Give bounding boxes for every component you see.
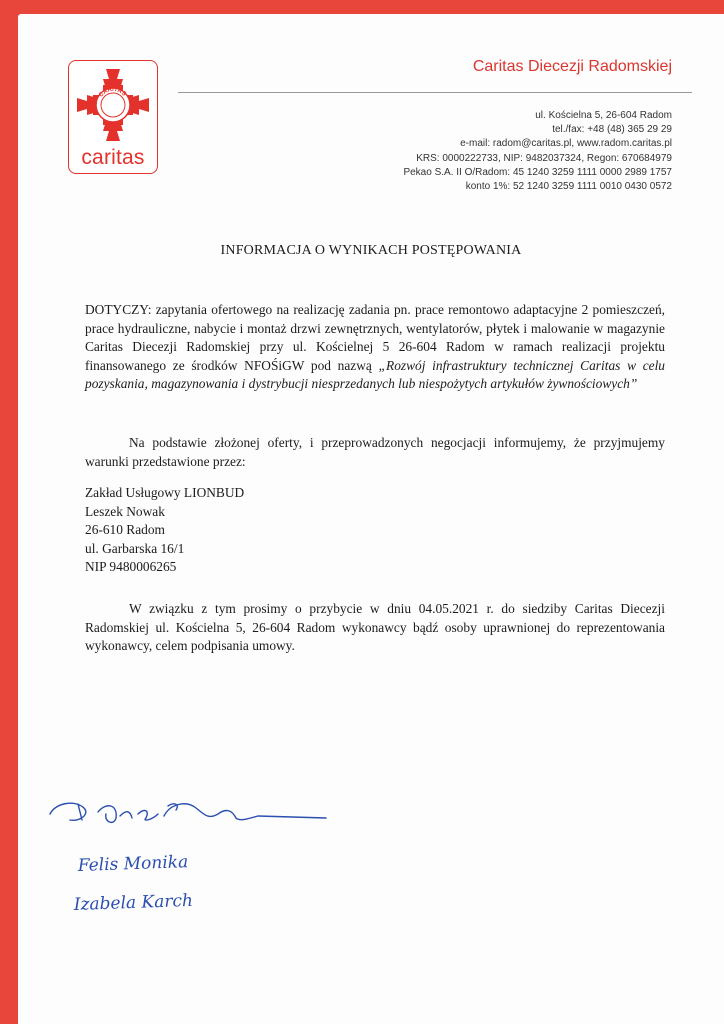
invitation-paragraph: W związku z tym prosimy o przybycie w dniu 04.05.2021 r. do siedziby Caritas Diecezji Radomskiej ul. Kościelna 5, 26-604 Radom wykonawcy bądź osoby uprawnionej do reprezentowania wykonawcy, celem podpisania umowy. [85,601,665,654]
contractor-street: ul. Garbarska 16/1 [85,540,185,556]
signature-name-1: Felis Monika [77,852,189,876]
logo-wordmark: caritas [81,146,145,169]
signature-scribble [50,803,326,822]
header-divider [178,92,692,93]
contractor-company: Zakład Usługowy LIONBUD [85,485,245,500]
document-title: INFORMACJA O WYNIKACH POSTĘPOWANIA [220,243,522,258]
contractor-nip: NIP 9480006265 [85,559,177,575]
contact-bank: Pekao S.A. II O/Radom: 45 1240 3259 1111 0000 2989 1757 [403,166,672,178]
contractor-address [85,484,244,577]
contact-address: ul. Kościelna 5, 26-604 Radom [535,110,672,121]
caritas-cross-icon [73,65,153,145]
contact-phone: tel./fax: +48 (48) 365 29 29 [552,124,672,136]
caritas-logo [68,60,158,174]
contact-block [403,109,672,194]
handwritten-signatures [18,774,724,934]
contact-account: konto 1%: 52 1240 3259 1111 0010 0430 0572 [465,181,672,193]
project-name: „Rozwój infrastruktury technicznej Caritas w celu pozyskania, magazynowania i dystrybucji niesprzedanych lub niespożytych artykułów żywnościowych” [85,357,665,392]
signature-name-2: Izabela Karch [73,890,194,915]
contractor-person: Leszek Nowak [85,503,165,519]
subject-paragraph [85,301,665,394]
decision-paragraph: Na podstawie złożonej oferty, i przeprowadzonych negocjacji informujemy, że przyjmujemy warunki przedstawione przez: [85,435,665,469]
letter-page [18,14,724,1024]
subject-text: DOTYCZY: zapytania ofertowego na realizację zadania pn. prace remontowo adaptacyjne 2 pomieszczeń, prace hydrauliczne, nabycie i montaż drzwi zewnętrznych, wentylatorów, płytek i malowanie w magazynie Caritas Diecezji Radomskiej przy ul. Kościelnej 5 26-604 Radom w ramach realizacji projektu finansowanego ze środków NFOŚiGW pod nazwą [85,302,665,373]
contact-email: e-mail: radom@caritas.pl, www.radom.caritas.pl [460,138,672,150]
logo-ring-text: CARITAS [98,86,127,99]
organization-name: Caritas Diecezji Radomskiej [472,58,672,75]
contractor-city: 26-610 Radom [85,522,165,538]
contact-registration: KRS: 0000222733, NIP: 9482037324, Regon: 670684979 [416,152,672,164]
